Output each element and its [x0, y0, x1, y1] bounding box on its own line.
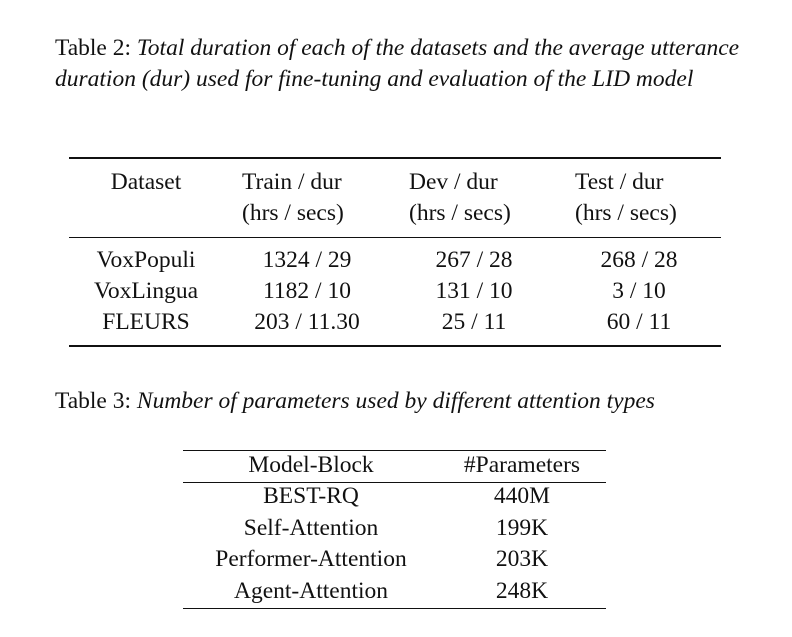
table3-row4-params: 248K	[495, 578, 549, 604]
table3-row3-block: Performer-Attention	[215, 546, 407, 572]
table3-row1-block: BEST-RQ	[263, 483, 359, 509]
table2-header-dev: Dev / dur	[409, 169, 498, 195]
table2-row2-test: 3 / 10	[612, 278, 666, 304]
table2-mid-rule	[69, 237, 721, 238]
table2-row1-train: 1324 / 29	[262, 247, 352, 273]
table3-row1-params: 440M	[493, 483, 551, 509]
table2-header-train-unit: (hrs / secs)	[242, 200, 344, 226]
table3-row2-block: Self-Attention	[243, 515, 379, 541]
table2-header-dev-unit: (hrs / secs)	[409, 200, 511, 226]
table2-row3-test: 60 / 11	[606, 309, 672, 335]
table2-caption	[55, 33, 755, 95]
table3-header-model-block: Model-Block	[248, 452, 374, 478]
table2-row2-dev: 131 / 10	[435, 278, 513, 304]
table2-header-test-unit: (hrs / secs)	[575, 200, 677, 226]
table3-row3-params: 203K	[495, 546, 549, 572]
table2-row2-dataset: VoxLingua	[93, 278, 199, 304]
table2-row3-dataset: FLEURS	[102, 309, 190, 335]
table2-row3-dev: 25 / 11	[441, 309, 507, 335]
table3-caption	[55, 386, 775, 417]
table2-header-test: Test / dur	[575, 169, 664, 195]
table3-label: Table 3:	[55, 388, 132, 414]
table2-row2-train: 1182 / 10	[263, 278, 351, 304]
table2-bottom-rule	[69, 345, 721, 347]
table2-caption-text: Total duration of each of the datasets and the average utterance duration (dur) used for fine-tuning and evaluation of the LID model	[55, 35, 740, 92]
table3-header-parameters: #Parameters	[463, 452, 581, 478]
table2-row1-dev: 267 / 28	[435, 247, 513, 273]
table2-row1-dataset: VoxPopuli	[96, 247, 196, 273]
table3-row2-params: 199K	[495, 515, 549, 541]
table2-header-dataset: Dataset	[110, 169, 182, 195]
table3-caption-text: Number of parameters used by different attention types	[136, 388, 655, 414]
table2-row3-train: 203 / 11.30	[254, 309, 360, 335]
table2-row1-test: 268 / 28	[600, 247, 678, 273]
table3-bottom-rule	[183, 608, 606, 609]
table2-label: Table 2:	[55, 35, 132, 61]
table2-top-rule	[69, 157, 721, 159]
table2-header-train: Train / dur	[242, 169, 342, 195]
table3-row4-block: Agent-Attention	[233, 578, 389, 604]
